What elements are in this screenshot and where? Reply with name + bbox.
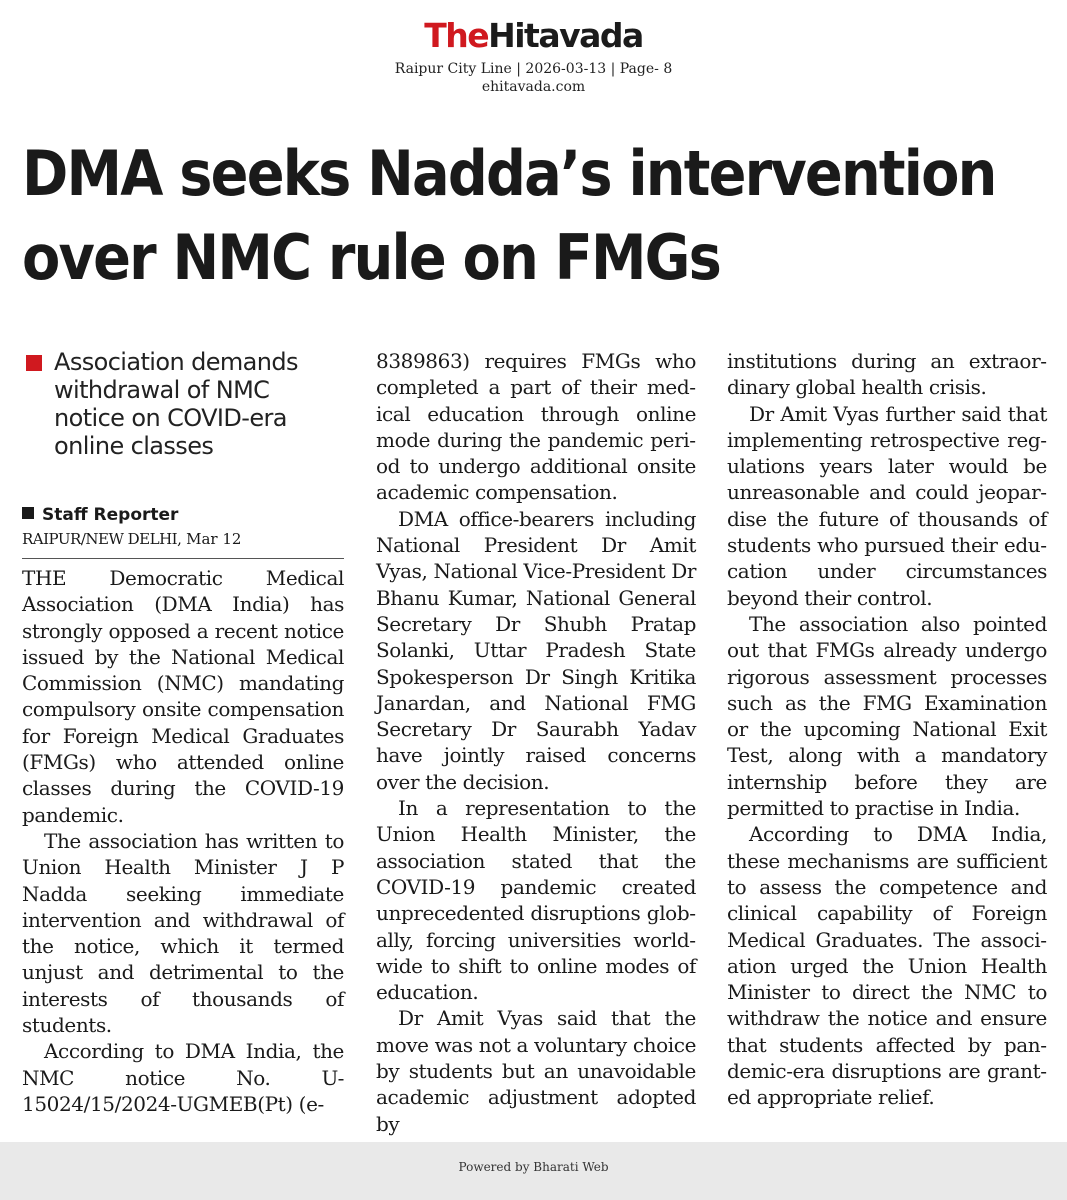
newspaper-logo (0, 14, 1067, 58)
black-square-bullet-icon (22, 507, 34, 519)
headline-line-1: DMA seeks Nadda’s intervention (22, 137, 996, 210)
deck-text: Association demands withdrawal of NMC notice on COVID-era online classes (54, 348, 298, 460)
column-1-body (22, 565, 344, 1117)
dateline-date: Mar 12 (186, 530, 242, 548)
paragraph: THE Democratic Medical Association (DMA India) has strongly opposed a recent notice issued by the National Medical Commission (NMC) mandating compulsory onsite compensation for Foreign Medical Graduates (FMGs) who attended online classes during the COVID-19 pandemic. (22, 566, 344, 827)
site-url: ehitavada.com (481, 79, 586, 95)
article-column-2 (376, 348, 696, 1137)
headline-line-2: over NMC rule on FMGs (22, 221, 721, 294)
deck (22, 348, 344, 460)
paragraph: Dr Amit Vyas further said that implementing retrospective regulations years later would be unreasonable and could jeopardise the future of thousands of students who pursued their education under circumstances beyond their control. (727, 401, 1047, 610)
paragraph: 8389863) requires FMGs who completed a part of their medical education through online mode during the pandemic period to undergo additional onsite academic compensation. (376, 349, 696, 505)
logo-the: The (424, 16, 489, 55)
paragraph: Dr Amit Vyas said that the move was not a voluntary choice by students but an unavoidable academic adjustment adopted by (376, 1006, 696, 1136)
edition-line: Raipur City Line | 2026-03-13 | Page- 8 (394, 61, 673, 77)
byline-text: Staff Reporter (42, 505, 179, 525)
divider (22, 558, 344, 559)
paragraph: DMA office-bearers including National President Dr Amit Vyas, National Vice-President Dr Bhanu Kumar, National General Secretary Dr Shubh Pratap Solanki, Uttar Pradesh State Spokesperson Dr Singh Kritika Janardan, and National FMG Secretary Dr Saurabh Yadav have jointly raised concerns over the decision. (376, 506, 696, 794)
byline (22, 504, 344, 526)
article-column-1 (22, 348, 344, 1117)
dateline (22, 528, 344, 550)
paragraph: According to DMA India, the NMC notice No. U-15024/15/2024-UGMEB(Pt) (e- (22, 1039, 344, 1116)
logo-name: Hitavada (488, 16, 643, 55)
red-square-bullet-icon (26, 355, 42, 371)
footer-bar (0, 1142, 1067, 1200)
paragraph: According to DMA India, these mechanisms are sufficient to assess the competence and clinical capability of Foreign Medical Graduates. The association urged the Union Health Minister to direct the NMC to withdraw the notice and ensure that students affected by pandemic-era disruptions are granted appropriate relief. (727, 822, 1047, 1110)
dateline-place: RAIPUR/NEW DELHI, (22, 530, 182, 548)
headline (22, 132, 996, 300)
paragraph: In a representation to the Union Health Minister, the association stated that the COVID-19 pandemic created unprecedented disruptions globally, forcing universities worldwide to shift to online modes of education. (376, 796, 696, 1005)
paragraph: The association also pointed out that FMGs already undergo rigorous assessment processes such as the FMG Examination or the upcoming National Exit Test, along with a mandatory internship before they are permitted to practise in India. (727, 611, 1047, 821)
powered-by-text: Powered by Bharati Web (458, 1160, 609, 1174)
paragraph: institutions during an extraordinary global health crisis. (727, 349, 1047, 400)
paragraph: The association has written to Union Health Minister J P Nadda seeking immediate intervention and withdrawal of the notice, which it termed unjust and detrimental to the interests of thousands of students. (22, 828, 344, 1038)
article-column-3 (727, 348, 1047, 1111)
masthead (0, 14, 1067, 96)
